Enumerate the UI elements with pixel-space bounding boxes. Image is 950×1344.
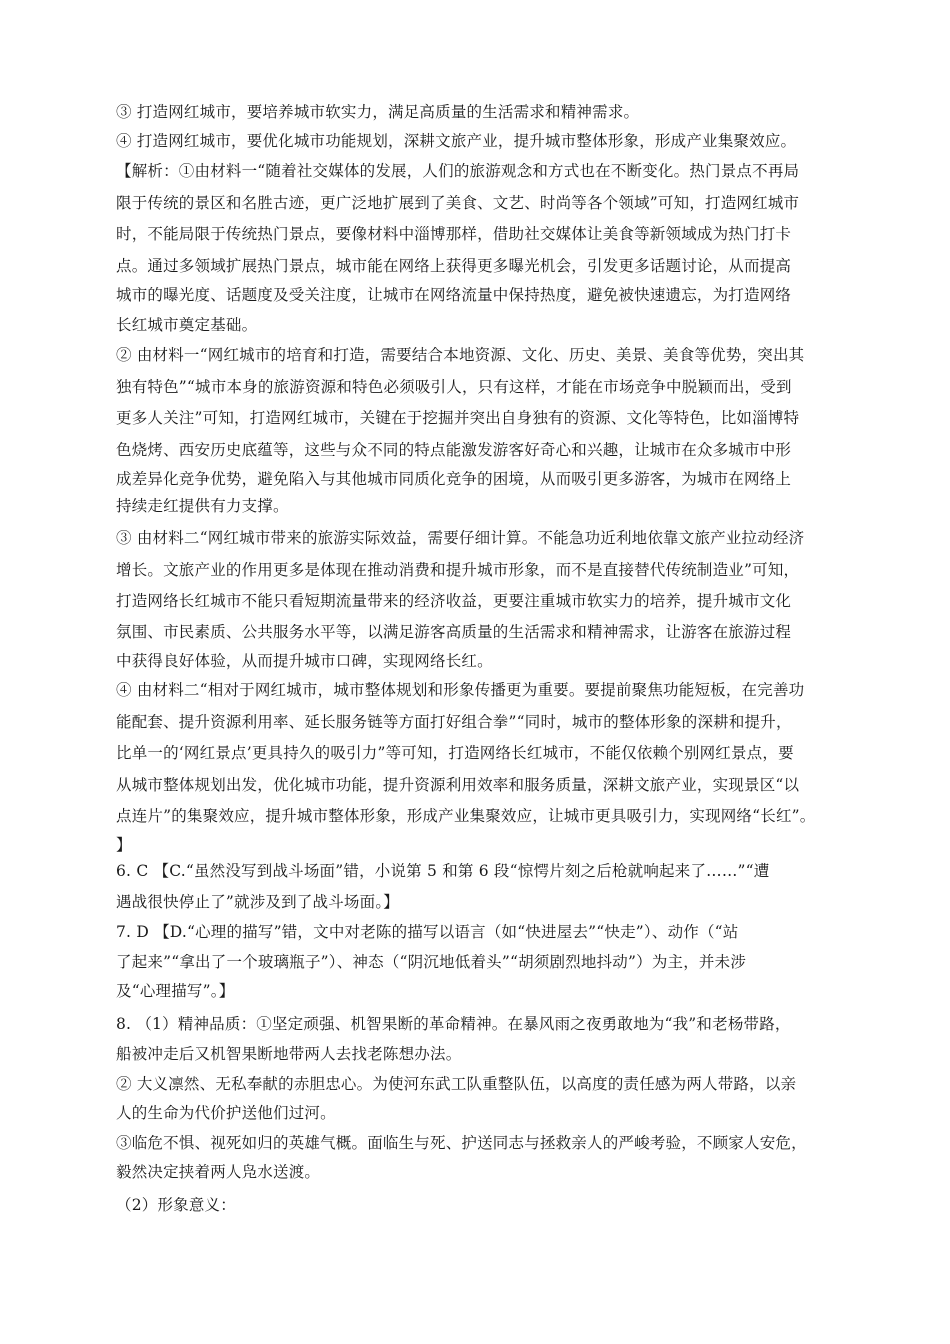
text-line: 【解析：①由材料一“随着社交媒体的发展，人们的旅游观念和方式也在不断变化。热门景点不再局 (116, 162, 800, 180)
text-line: 】 (116, 836, 132, 854)
text-line: 毅然决定挟着两人凫水送渡。 (116, 1163, 321, 1181)
text-line: 氛围、市民素质、公共服务水平等，以满足游客高质量的生活需求和精神需求，让游客在旅游过程 (116, 623, 792, 641)
text-line: 了起来”“拿出了一个玻璃瓶子”）、神态（“阴沉地低着头”“胡须剧烈地抖动”）为主，并未涉 (116, 953, 747, 971)
text-line: 点连片”的集聚效应，提升城市整体形象，形成产业集聚效应，让城市更具吸引力，实现网络“长红”。 (116, 807, 816, 825)
text-line: 能配套、提升资源利用率、延长服务链等方面打好组合拳”“同时，城市的整体形象的深耕和提升， (116, 713, 792, 731)
text-line: 城市的曝光度、话题度及受关注度，让城市在网络流量中保持热度，避免被快速遗忘，为打造网络 (116, 286, 792, 304)
text-line: 比单一的‘网红景点’更具持久的吸引力”等可知，打造网络长红城市，不能仅依赖个别网红景点，要 (116, 744, 794, 762)
text-line: 船被冲走后又机智果断地带两人去找老陈想办法。 (116, 1045, 462, 1063)
text-line: ④ 由材料二“相对于网红城市，城市整体规划和形象传播更为重要。要提前聚焦功能短板，在完善功 (116, 681, 805, 699)
text-line: 及“心理描写”。】 (116, 982, 235, 1000)
text-line: 长红城市奠定基础。 (116, 316, 258, 334)
text-line: 持续走红提供有力支撑。 (116, 497, 289, 515)
text-line: 限于传统的景区和名胜古迹，更广泛地扩展到了美食、文艺、时尚等各个领域”可知，打造网红城市 (116, 194, 800, 212)
text-line: ② 由材料一“网红城市的培育和打造，需要结合本地资源、文化、历史、美景、美食等优势，突出其 (116, 346, 805, 364)
text-line: 时，不能局限于传统热门景点，要像材料中淄博那样，借助社交媒体让美食等新领域成为热门打卡 (116, 225, 792, 243)
text-line: 打造网络长红城市不能只看短期流量带来的经济收益，更要注重城市软实力的培养，提升城市文化 (116, 592, 792, 610)
text-line: 人的生命为代价护送他们过河。 (116, 1104, 336, 1122)
text-line: 7. D 【D.“心理的描写”错，文中对老陈的描写以语言（如“快进屋去”“快走”）、动作（“站 (116, 923, 739, 941)
text-line: ③ 打造网红城市，要培养城市软实力，满足高质量的生活需求和精神需求。 (116, 103, 640, 121)
text-line: 8. （1）精神品质：①坚定顽强、机智果断的革命精神。在暴风雨之夜勇敢地为“我”和老杨带路， (116, 1015, 791, 1033)
text-line: 更多人关注”可知，打造网红城市，关键在于挖掘并突出自身独有的资源、文化等特色，比如淄博特 (116, 409, 800, 427)
text-line: 点。通过多领域扩展热门景点，城市能在网络上获得更多曝光机会，引发更多话题讨论，从而提高 (116, 257, 792, 275)
text-line: 中获得良好体验，从而提升城市口碑，实现网络长红。 (116, 652, 493, 670)
text-line: 增长。文旅产业的作用更多是体现在推动消费和提升城市形象，而不是直接替代传统制造业”可知， (116, 561, 800, 579)
text-line: ③临危不惧、视死如归的英雄气概。面临生与死、护送同志与拯救亲人的严峻考验，不顾家人安危， (116, 1134, 807, 1152)
text-line: 遇战很快停止了”就涉及到了战斗场面。】 (116, 893, 399, 911)
text-line: ③ 由材料二“网红城市带来的旅游实际效益，需要仔细计算。不能急功近利地依靠文旅产业拉动经济 (116, 529, 805, 547)
text-line: ④ 打造网红城市，要优化城市功能规划，深耕文旅产业，提升城市整体形象，形成产业集聚效应。 (116, 132, 797, 150)
text-line: 色烧烤、西安历史底蕴等，这些与众不同的特点能激发游客好奇心和兴趣，让城市在众多城市中形 (116, 441, 792, 459)
text-line: （2）形象意义： (116, 1196, 236, 1214)
text-line: 成差异化竞争优势，避免陷入与其他城市同质化竞争的困境，从而吸引更多游客，为城市在网络上 (116, 470, 792, 488)
text-line: 独有特色”“城市本身的旅游资源和特色必须吸引人，只有这样，才能在市场竞争中脱颖而出，受到 (116, 378, 792, 396)
text-line: ② 大义凛然、无私奉献的赤胆忠心。为使河东武工队重整队伍，以高度的责任感为两人带路，以亲 (116, 1075, 797, 1093)
text-line: 从城市整体规划出发，优化城市功能，提升资源利用效率和服务质量，深耕文旅产业，实现景区“以 (116, 776, 800, 794)
text-line: 6. C 【C.“虽然没写到战斗场面”错，小说第 5 和第 6 段“惊愕片刻之后枪就响起来了……”“遭 (116, 862, 770, 880)
